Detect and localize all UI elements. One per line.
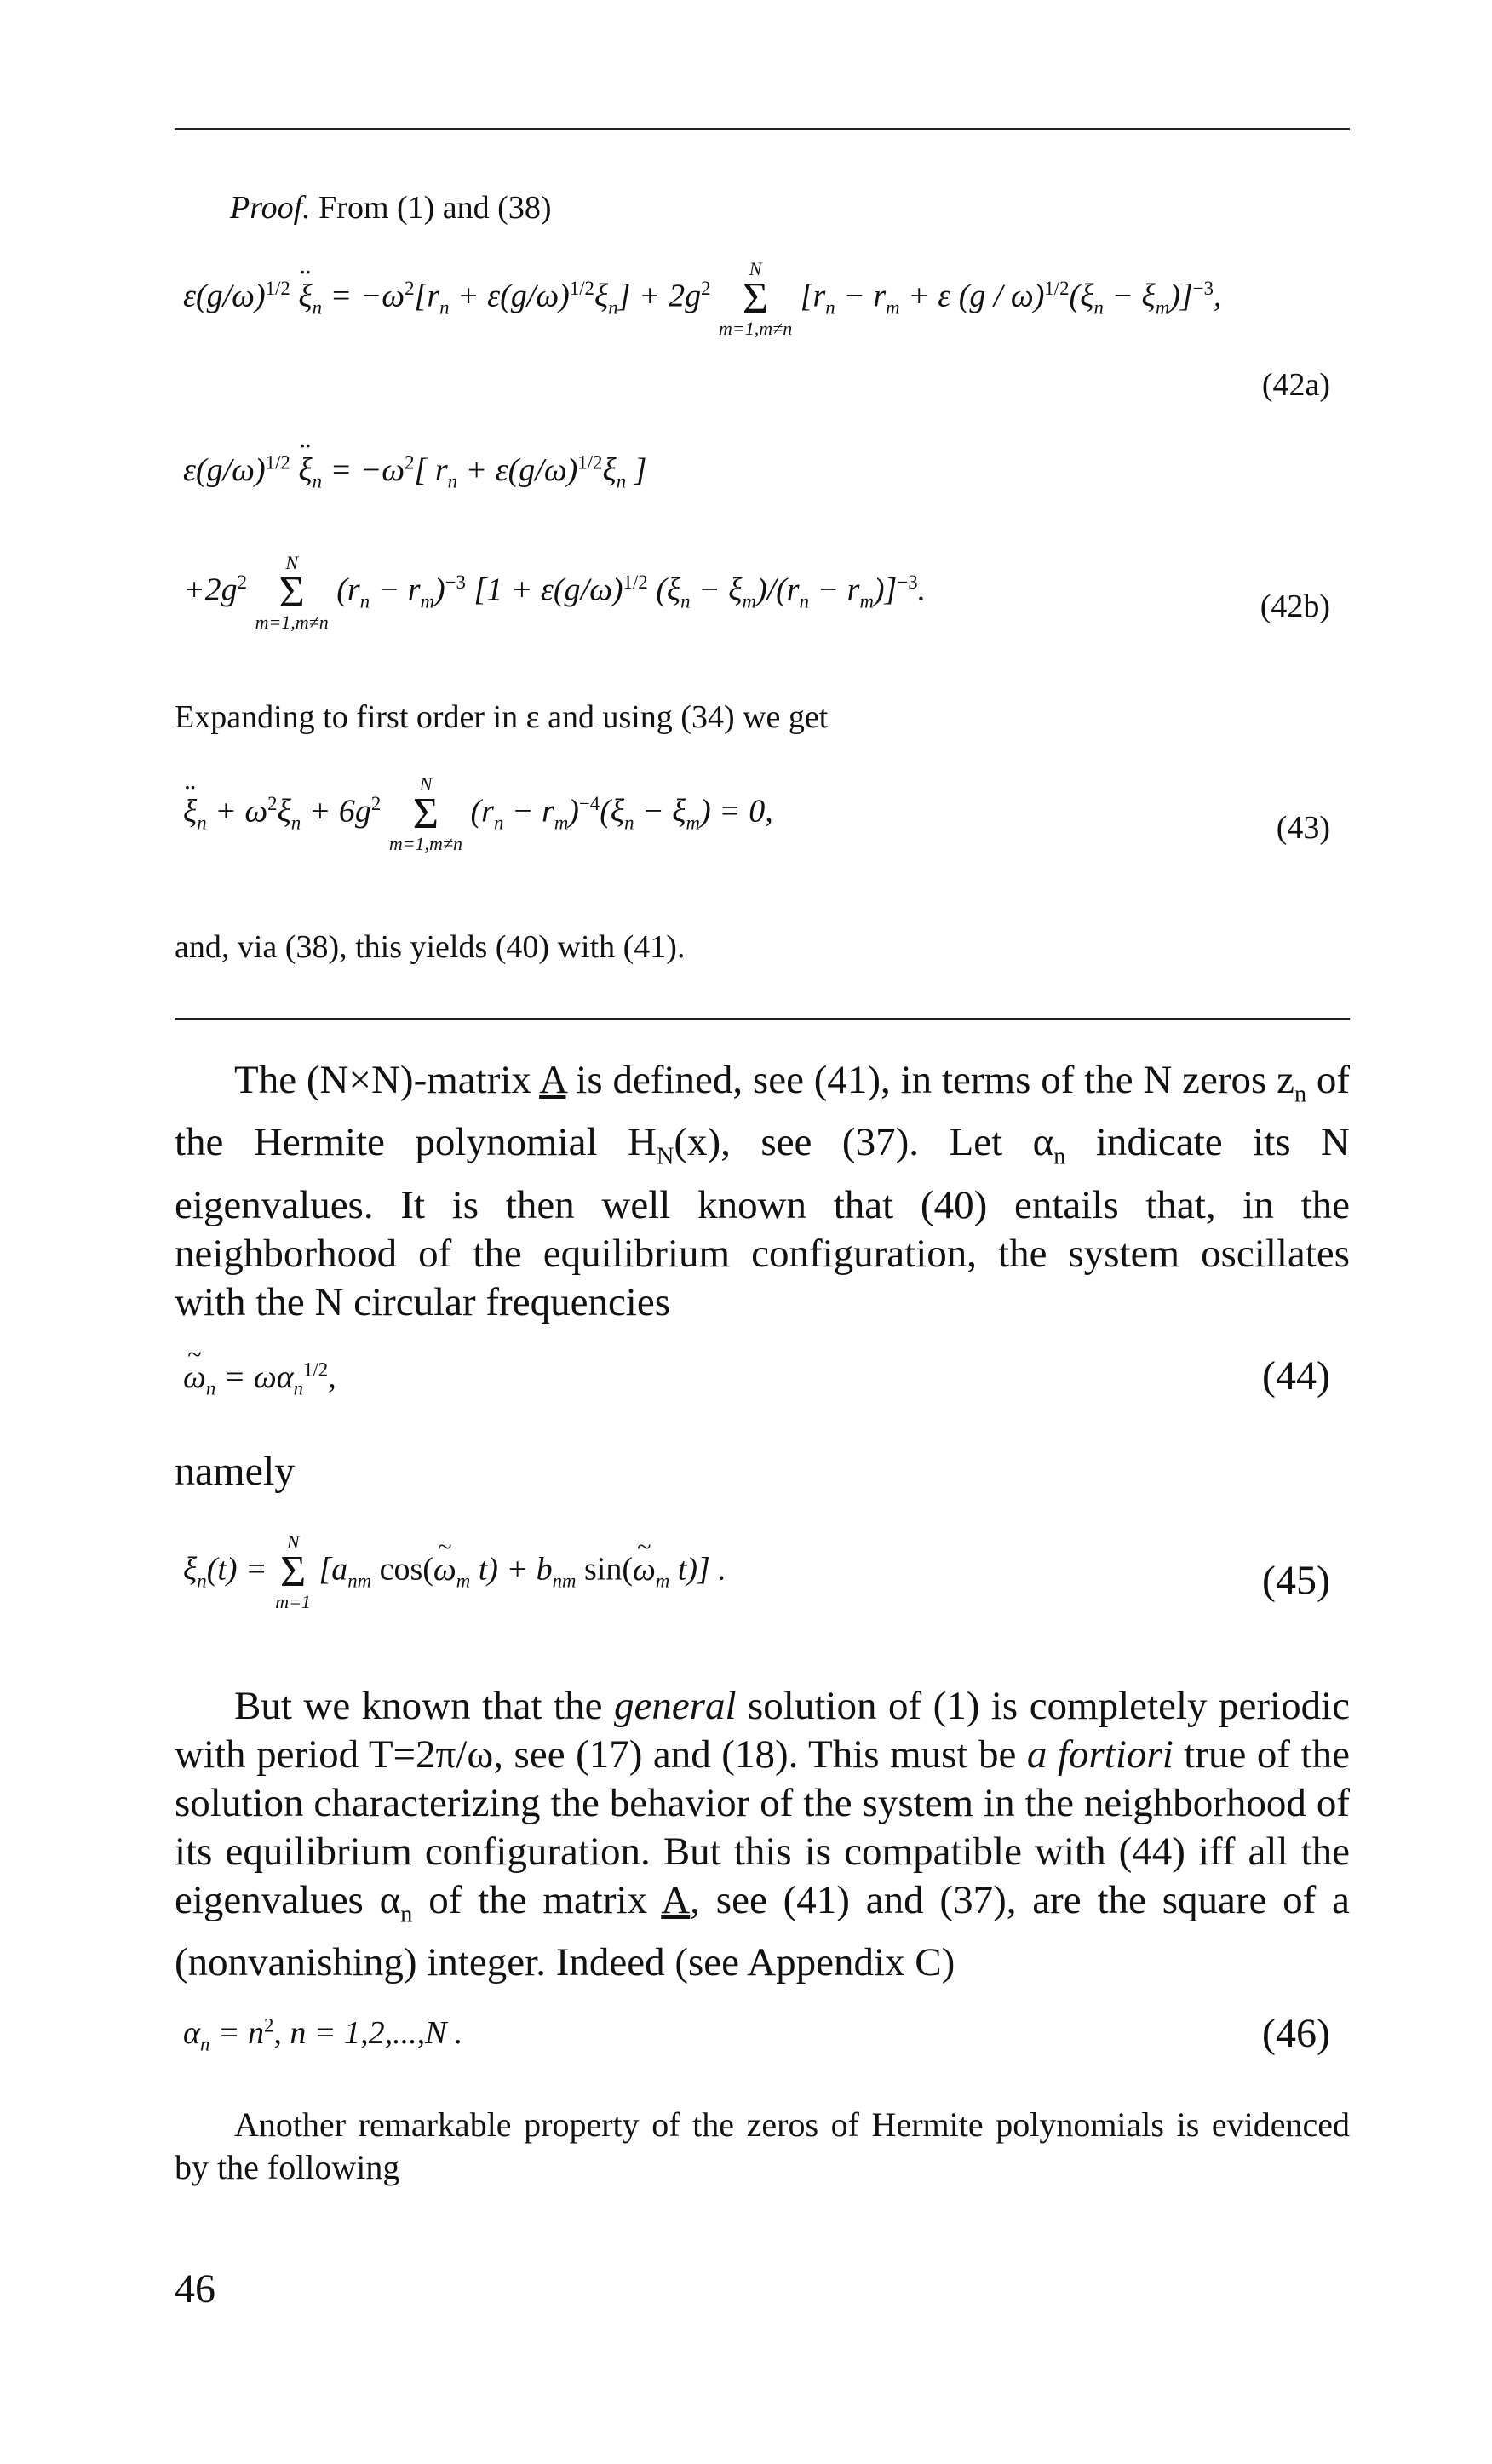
equation-42b-line2: $+2g^2$ N Σ m=1,m≠n $(r_n - r_m)^{-3}$ [$1 + \varepsilon(g/\omega)^{1/2}$ $(\xi_n - \xi_m)/(r_n - r_m)]^{-3}$.: [183, 552, 927, 633]
eq42b-number: (42b): [1260, 589, 1330, 624]
equation-45: $\xi_n(t)$ = N Σ m=1 [$a_{nm}$ cos(~ $\omega_m$ $t) + b_{nm}$ sin(~ $\omega_m$ t)] .: [183, 1533, 726, 1611]
namely-text: namely: [175, 1449, 296, 1494]
proof-bottom-rule: [175, 1018, 1350, 1020]
proof-intro: [230, 189, 552, 227]
page-number: 46: [175, 2266, 215, 2312]
paragraph-matrix: The (N×N)-matrix A is defined, see (41), in terms of the N zeros $z_n$ of the Hermite polynomial $H_N(x)$, see (37). Let $\alpha_n$ indicate its N eigenvalues. It is then well known that (40) entails that, in the neighborhood of the equilibrium configuration, the system oscillates with the N circular frequencies: [175, 1058, 1351, 1324]
matrix-A: A: [539, 1058, 566, 1102]
proof-intro-text: From (1) and (38): [318, 190, 552, 226]
eq43-number: (43): [1276, 810, 1330, 846]
eq44-number: (44): [1262, 1353, 1330, 1399]
equation-44: ~ $\omega_n = \omega\alpha_n^{1/2}$,: [183, 1358, 336, 1400]
eq42a-number: (42a): [1261, 367, 1330, 403]
top-rule: [175, 128, 1350, 130]
equation-42b-line1: $\varepsilon(g/\omega)^{1/2}$ ¨ $\xi_n = -\omega^2$[ $r_n + \varepsilon(g/\omega)^{1/2}\xi_n$ ]: [183, 451, 646, 493]
eq46-number: (46): [1262, 2011, 1330, 2056]
equation-46: $\alpha_n = n^2$, n = 1,2,...,N .: [183, 2014, 463, 2055]
equation-42a: $\varepsilon(g/\omega)^{1/2}$ ¨ $\xi_n = -\omega^2[r_n + \varepsilon(g/\omega)^{1/2}\xi_n] + 2g^2$ N Σ m=1,m≠n [$r_n - r_m + \varepsilon$ $(g / \omega)^{1/2}(\xi_n - \xi_m)]^{-3}$,: [183, 260, 1222, 338]
expanding-text: Expanding to first order in ε and using (34) we get: [175, 699, 829, 735]
proof-conclusion: and, via (38), this yields (40) with (41).: [175, 929, 686, 965]
matrix-A-2: A: [661, 1878, 691, 1922]
paragraph-remarkable: Another remarkable property of the zeros of Hermite polynomials is evidenced by the following: [175, 2105, 1350, 2186]
equation-43: ¨ $\xi_n + \omega^2\xi_n + 6g^2$ N Σ m=1,m≠n $(r_n - r_m)^{-4}(\xi_n - \xi_m) = 0$,: [183, 775, 773, 853]
proof-label: Proof.: [230, 190, 311, 226]
paragraph-periodic: But we known that the general solution of (1) is completely periodic with period T=2π/ω, see (17) and (18). This must be a fortiori true of the solution characterizing the behavior of the system in the neighborhood of its equilibrium configuration. But this is compatible with (44) iff all the eigenvalues $\alpha_n$ of the matrix A, see (41) and (37), are the square of a (nonvanishing) integer. Indeed (see Appendix C): [175, 1684, 1350, 1985]
eq45-number: (45): [1262, 1558, 1330, 1603]
